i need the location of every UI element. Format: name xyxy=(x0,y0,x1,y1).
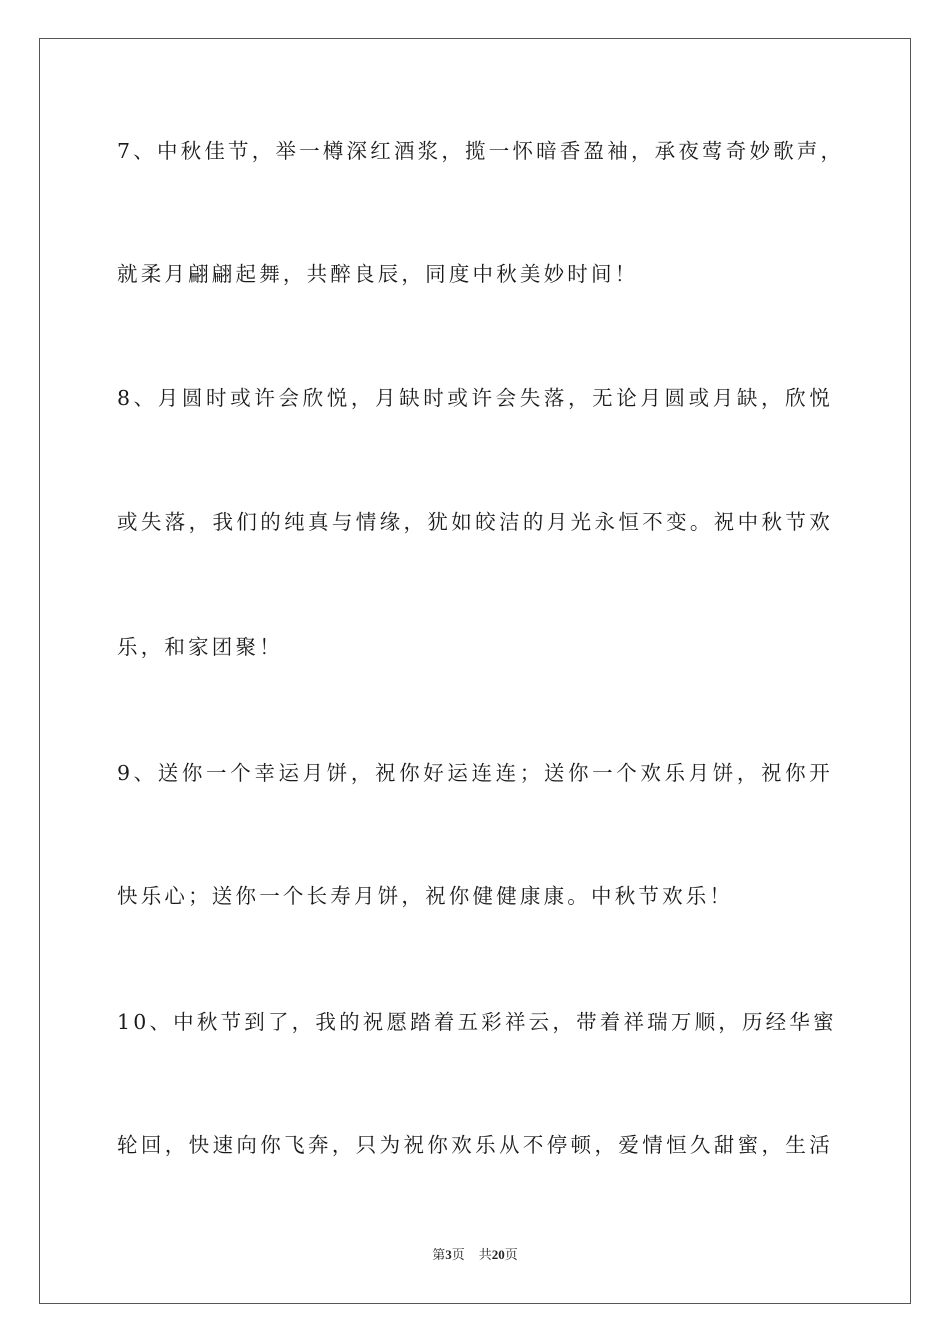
paragraph-8-line-1: 8、月圆时或许会欣悦，月缺时或许会失落，无论月圆或月缺，欣悦 xyxy=(117,386,833,410)
total-suffix: 页 xyxy=(504,1248,518,1263)
total-pages: 20 xyxy=(491,1247,505,1262)
paragraph-8-line-2: 或失落，我们的纯真与情缘，犹如皎洁的月光永恒不变。祝中秋节欢 xyxy=(117,510,833,534)
page-prefix: 第 xyxy=(432,1248,446,1263)
paragraph-8-line-3: 乐，和家团聚！ xyxy=(117,635,283,659)
paragraph-7-line-2: 就柔月翩翩起舞，共醉良辰，同度中秋美妙时间！ xyxy=(117,262,639,286)
paragraph-10-line-1: 10、中秋节到了，我的祝愿踏着五彩祥云，带着祥瑞万顺，历经华蜜 xyxy=(117,1010,837,1034)
total-prefix: 共 xyxy=(478,1248,492,1263)
page-suffix: 页 xyxy=(451,1248,465,1263)
page-number: 3 xyxy=(445,1247,452,1262)
paragraph-7-line-1: 7、中秋佳节，举一樽深红酒浆，揽一怀暗香盈袖，承夜莺奇妙歌声， xyxy=(117,139,845,163)
paragraph-9-line-1: 9、送你一个幸运月饼，祝你好运连连；送你一个欢乐月饼，祝你开 xyxy=(117,761,833,785)
paragraph-9-line-2: 快乐心；送你一个长寿月饼，祝你健健康康。中秋节欢乐！ xyxy=(117,884,734,908)
paragraph-10-line-2: 轮回，快速向你飞奔，只为祝你欢乐从不停顿，爱情恒久甜蜜，生活 xyxy=(117,1133,833,1157)
page-footer xyxy=(0,1246,950,1265)
page-border xyxy=(39,38,911,1304)
